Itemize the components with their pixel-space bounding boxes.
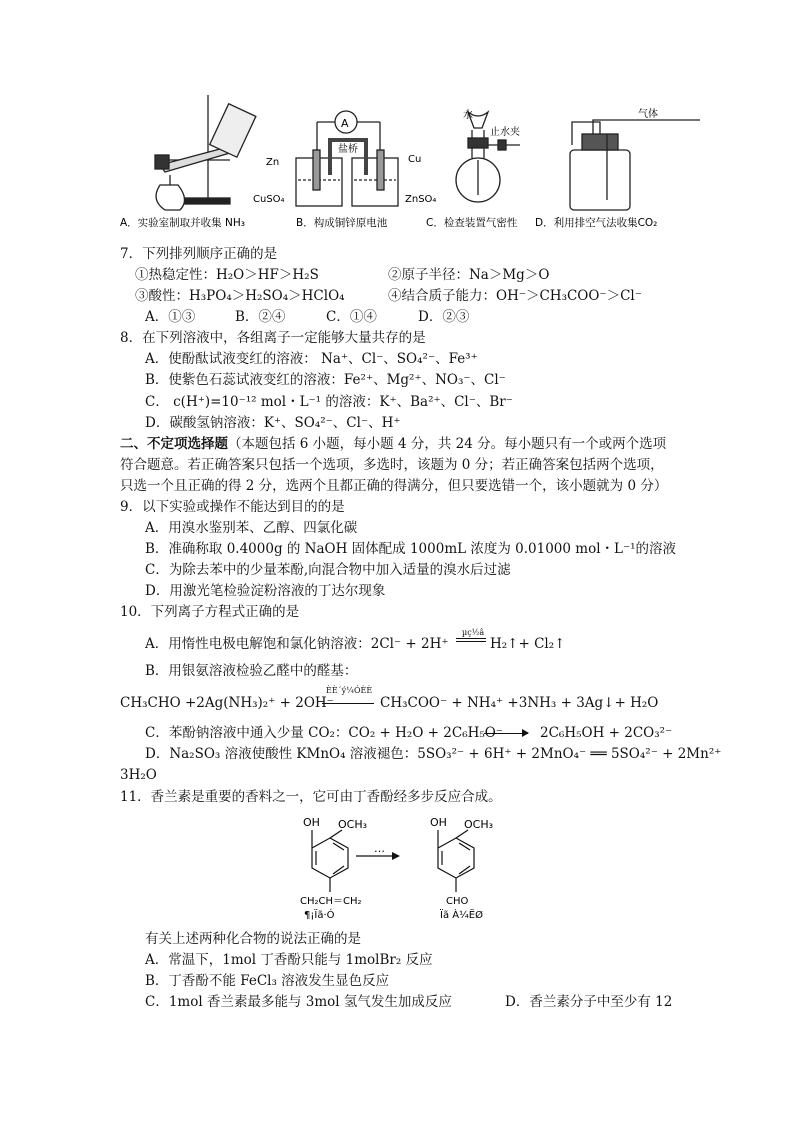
q10-b-condition: ÈÈ´ý¼ÓÈÈ [326,686,373,695]
q8-stem: 8．在下列溶液中，各组离子一定能够大量共存的是 [120,330,426,346]
q9-opt-a: A．用溴水鉴别苯、乙醇、四氯化碳 [145,520,358,536]
q9-opt-b: B．准确称取 0.4000g 的 NaOH 固体配成 1000mL 浓度为 0.01000 mol・L⁻¹的溶液 [145,541,677,557]
q8-opt-c: C． c(H⁺)=10⁻¹² mol・L⁻¹ 的溶液：K⁺、Ba²⁺、Cl⁻、Br⁻ [145,394,513,410]
mol2-och3: OCH₃ [464,818,494,831]
q10-c-right: 2C₆H₅OH + 2CO₃²⁻ [540,725,673,741]
q10-stem: 10．下列离子方程式正确的是 [120,604,300,620]
q7-opt-c: C．①④ [326,309,377,325]
q11-sub: 有关上述两种化合物的说法正确的是 [145,931,361,947]
q10-c-arrowhead [522,729,529,737]
q7-s2: ②原子半径：Na＞Mg＞O [388,267,550,283]
caption-d: D．利用排空气法收集CO₂ [535,217,658,229]
znso4-label: ZnSO₄ [405,194,437,205]
q9-stem: 9．以下实验或操作不能达到目的的是 [120,499,345,515]
q10-b-left: CH₃CHO +2Ag(NH₃)₂⁺ + 2OH⁻ [120,695,334,711]
section2-line2: 符合题意。若正确答案只包括一个选项，多选时，该题为 0 分；若正确答案包括两个选项， [120,457,664,473]
mol2-oh: OH [430,816,447,829]
section2-line1 [120,435,666,453]
q7-opt-d: D．②③ [418,309,470,325]
mol2-name: Ïã À¼ËØ [440,910,483,921]
cuso4-label: CuSO₄ [253,194,285,205]
q10-a-left: A．用惰性电极电解饱和氯化钠溶液：2Cl⁻ + 2H⁺ [145,636,449,652]
q7-s4: ④结合质子能力：OH⁻＞CH₃COO⁻＞Cl⁻ [388,288,642,304]
q8-opt-b: B．使紫色石蕊试液变红的溶液：Fe²⁺、Mg²⁺、NO₃⁻、Cl⁻ [145,372,506,388]
section2-line3: 只选一个且正确的得 2 分，选两个且都正确的得满分，但只要选错一个，该小题就为 0 分） [120,478,668,494]
q10-b-arrow [322,703,374,704]
q11-opt-b: B．丁香酚不能 FeCl₃ 溶液发生显色反应 [145,973,390,989]
arrow-label: … [374,842,385,855]
section2-desc: （本题包括 6 小题，每小题 4 分，共 24 分。每小题只有一个或两个选项 [228,436,667,452]
caption-a: A．实验室制取并收集 NH₃ [120,217,245,229]
q10-opt-b: B．用银氨溶液检验乙醛中的醛基： [145,663,358,679]
q10-c-left: C．苯酚钠溶液中通入少量 CO₂：CO₂ + H₂O + 2C₆H₅O⁻ [145,725,503,741]
q8-opt-a: A．使酚酞试液变红的溶液： Na⁺、Cl⁻、SO₄²⁻、Fe³⁺ [145,351,478,367]
q7-opt-b: B．②④ [235,309,286,325]
q10-b-right: CH₃COO⁻ + NH₄⁺ +3NH₃ + 3Ag↓+ H₂O [380,695,659,711]
section2-title: 二、不定项选择题 [120,436,228,452]
q10-a-right: H₂↑+ Cl₂↑ [490,636,566,652]
caption-c: C．检查装置气密性 [426,217,518,229]
q7-opt-a: A．①③ [145,309,196,325]
ammeter-label: A [341,117,349,130]
q11-opt-d: D．香兰素分子中至少有 12 [505,994,673,1010]
salt-bridge-label: 盐桥 [338,144,358,155]
mol1-name: ¶¡Ïã·Ó [304,910,335,921]
q10-opt-d: D．Na₂SO₃ 溶液使酸性 KMnO₄ 溶液褪色：5SO₃²⁻ + 6H⁺ + 2MnO₄⁻ ══ 5SO₄²⁻ + 2Mn²⁺ [145,746,722,762]
clamp-label: 止水夹 [490,127,520,138]
q7-s1: ①热稳定性：H₂O＞HF＞H₂S [135,267,319,283]
q11-stem: 11．香兰素是重要的香料之一，它可由丁香酚经多步反应合成。 [120,789,502,805]
mol1-substituent: CH₂CH＝CH₂ [300,896,362,907]
water-label: 水 [463,110,473,121]
q9-opt-c: C．为除去苯中的少量苯酚,向混合物中加入适量的溴水后过滤 [145,562,511,578]
q11-structures [0,808,794,928]
zn-label: Zn [266,157,280,168]
q10-a-arrow-top [456,638,486,639]
mol1-oh: OH [303,816,320,829]
q10-d-tail: 3H₂O [120,767,157,783]
q11-opt-a: A．常温下，1mol 丁香酚只能与 1molBr₂ 反应 [145,952,433,968]
q7-stem: 7．下列排列顺序正确的是 [120,246,278,262]
mol2-substituent: CHO [446,896,469,907]
q11-opt-c: C．1mol 香兰素最多能与 3mol 氢气发生加成反应 [145,994,452,1010]
q10-a-arrow-bottom [456,641,486,642]
apparatus-figure [0,0,794,240]
gas-label: 气体 [638,109,658,120]
q10-a-condition: µç½â [462,628,485,637]
q8-opt-d: D．碳酸氢钠溶液：K⁺、SO₄²⁻、Cl⁻、H⁺ [145,415,401,431]
mol1-och3: OCH₃ [338,818,368,831]
cu-label: Cu [408,154,422,165]
q9-opt-d: D．用激光笔检验淀粉溶液的丁达尔现象 [145,583,386,599]
q7-s3: ③酸性：H₃PO₄＞H₂SO₄＞HClO₄ [135,288,345,304]
caption-b: B．构成铜锌原电池 [296,217,388,229]
